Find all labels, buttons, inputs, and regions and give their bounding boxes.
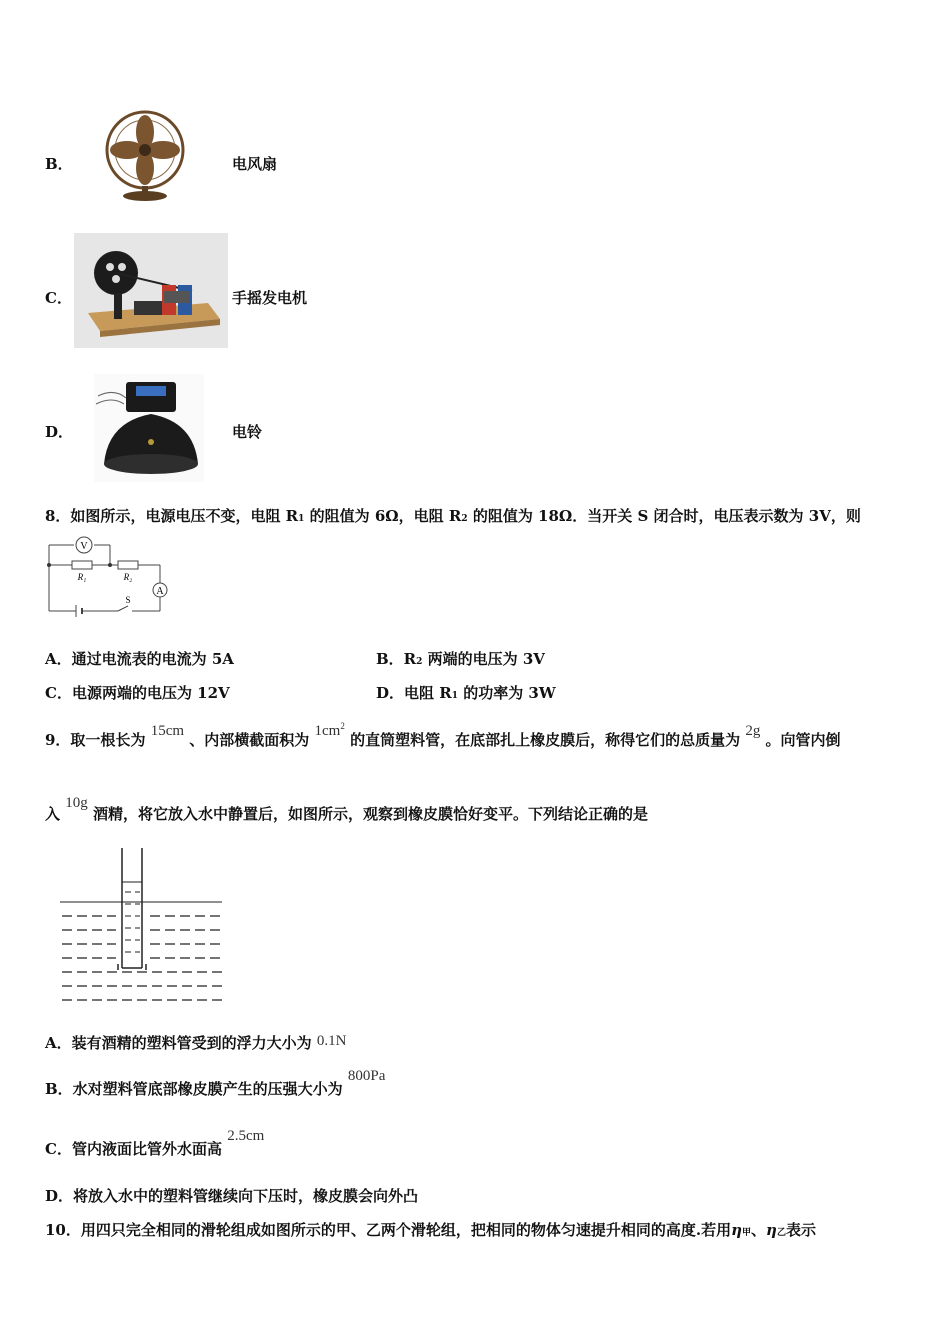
question-9-line1: 9．取一根长为 15cm 、内部横截面积为 $1cm^2$ 的直筒塑料管，在底部扎上橡皮膜后，称得它们的总质量为 2g 。向管内倒 bbox=[45, 721, 841, 749]
option-d-letter: D． bbox=[45, 423, 74, 441]
electric-fan-icon bbox=[98, 108, 192, 202]
height-diff-value: 2.5cm bbox=[227, 1128, 265, 1144]
alcohol-mass: 10g bbox=[65, 795, 88, 811]
q8-option-c: C．电源两端的电压为 12V bbox=[45, 684, 230, 702]
buoyancy-value: 0.1N bbox=[316, 1033, 347, 1049]
ammeter-label: A bbox=[156, 586, 164, 597]
electric-bell-icon bbox=[94, 374, 204, 482]
question-10-stem: 10．用四只完全相同的滑轮组成如图所示的甲、乙两个滑轮组，把相同的物体匀速提升相同的高度.若用η甲、η乙表示 bbox=[45, 1221, 816, 1239]
voltmeter-label: V bbox=[80, 541, 88, 552]
tube-area: $1cm^2$ bbox=[314, 721, 345, 739]
r2-label: R₂ bbox=[123, 572, 133, 582]
q8-option-a: A．通过电流表的电流为 5A bbox=[45, 650, 234, 668]
pressure-value: 800Pa bbox=[347, 1068, 386, 1084]
question-9-line2: 入 10g 酒精，将它放入水中静置后，如图所示，观察到橡皮膜恰好变平。下列结论正确的是 bbox=[45, 795, 648, 823]
q8-option-b: B．R2 两端的电压为 3V bbox=[376, 650, 545, 668]
option-c-text: 手摇发电机 bbox=[232, 289, 308, 307]
switch-label: S bbox=[125, 595, 131, 605]
total-mass: 2g bbox=[745, 723, 761, 739]
q8-option-d: D．电阻 R1 的功率为 3W bbox=[376, 684, 556, 702]
r1-label: R₁ bbox=[77, 572, 87, 582]
q9-option-c: C．管内液面比管外水面高 2.5cm bbox=[45, 1128, 265, 1158]
option-c-letter: C． bbox=[45, 289, 72, 307]
q9-option-b: B．水对塑料管底部橡皮膜产生的压强大小为 800Pa bbox=[45, 1068, 386, 1098]
option-b-letter: B． bbox=[45, 155, 73, 173]
q9-option-a: A．装有酒精的塑料管受到的浮力大小为 0.1N bbox=[45, 1033, 347, 1052]
circuit-diagram bbox=[44, 535, 174, 621]
hand-crank-generator-icon bbox=[74, 233, 228, 348]
option-b-text: 电风扇 bbox=[232, 155, 278, 173]
tube-length: 15cm bbox=[150, 723, 185, 739]
question-8-stem: 8．如图所示，电源电压不变，电阻 R1 的阻值为 6Ω，电阻 R2 的阻值为 18Ω．当开关 S 闭合时，电压表示数为 3V，则 bbox=[45, 507, 861, 525]
tube-in-water-diagram bbox=[58, 846, 226, 1006]
option-d-text: 电铃 bbox=[232, 423, 263, 441]
q9-option-d: D．将放入水中的塑料管继续向下压时，橡皮膜会向外凸 bbox=[45, 1187, 419, 1205]
